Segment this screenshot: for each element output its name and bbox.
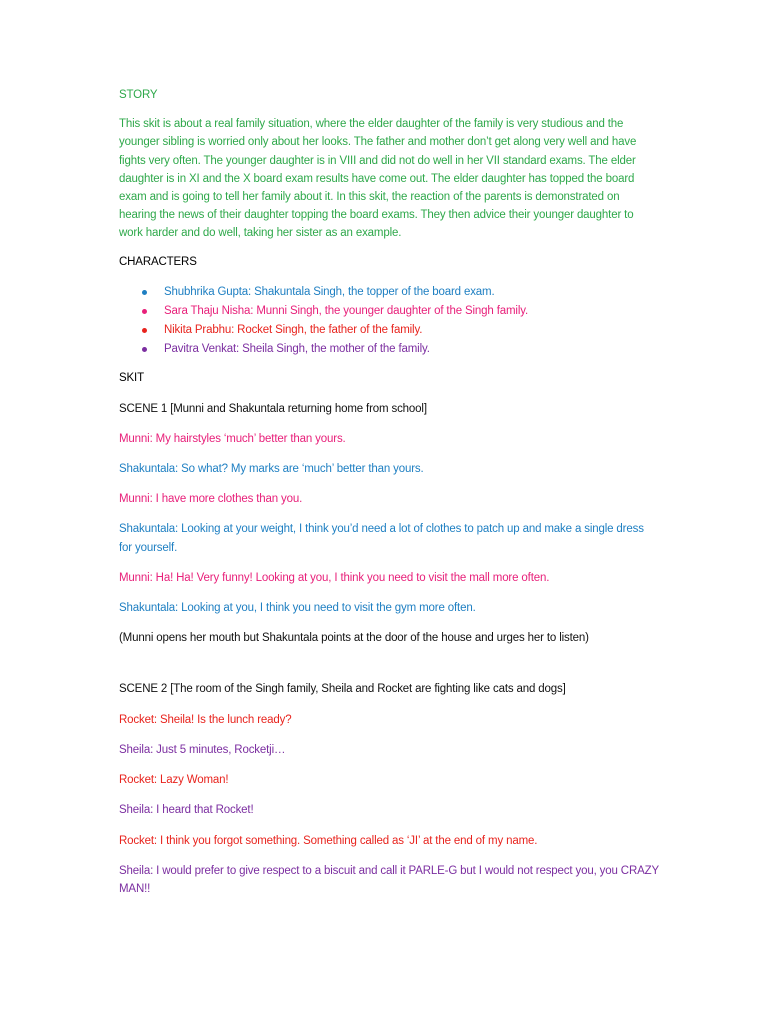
character-item <box>119 283 659 302</box>
bullet-icon <box>142 309 147 314</box>
dialogue-line: Munni: My hairstyles ‘much’ better than yours. <box>119 432 346 445</box>
dialogue-line: Rocket: I think you forgot something. Something called as ‘JI’ at the end of my name. <box>119 834 538 847</box>
skit-heading: SKIT <box>119 372 144 385</box>
dialogue-line: Sheila: I heard that Rocket! <box>119 804 254 817</box>
story-heading: STORY <box>119 89 158 101</box>
scene2-heading: SCENE 2 [The room of the Singh family, Sheila and Rocket are fighting like cats and dogs] <box>119 683 566 696</box>
character-text: Shubhrika Gupta: Shakuntala Singh, the topper of the board exam. <box>164 285 495 298</box>
character-item <box>119 321 659 340</box>
dialogue-line: Rocket: Lazy Woman! <box>119 774 229 787</box>
document-page <box>119 86 659 910</box>
bullet-icon <box>142 347 147 352</box>
character-item <box>119 302 659 321</box>
dialogue-line: Rocket: Sheila! Is the lunch ready? <box>119 713 292 726</box>
dialogue-line: Sheila: I would prefer to give respect to a biscuit and call it PARLE-G but I would not respect you, you CRAZY MAN!! <box>119 864 659 895</box>
dialogue-line: Shakuntala: Looking at your weight, I think you’d need a lot of clothes to patch up and make a single dress for yourself. <box>119 523 644 554</box>
story-paragraph: This skit is about a real family situation, where the elder daughter of the family is very studious and the younger sibling is worried only about her looks. The father and mother don’t get along very well and have fights very often. The younger daughter is in VIII and did not do well in her VII standard exams. The elder daughter is in XI and the X board exam results have come out. The elder daughter has topped the board exam and is going to tell her family about it. In this skit, the reaction of the parents is demonstrated on hearing the news of their daughter topping the board exams. They then advice their younger daughter to work harder and do well, taking her sister as an example. <box>119 118 637 240</box>
dialogue-line: Shakuntala: So what? My marks are ‘much’ better than yours. <box>119 463 424 476</box>
bullet-icon <box>142 328 147 333</box>
dialogue-line: Munni: I have more clothes than you. <box>119 493 303 506</box>
scene1-heading: SCENE 1 [Munni and Shakuntala returning home from school] <box>119 402 427 415</box>
bullet-icon <box>142 290 147 295</box>
character-text: Sara Thaju Nisha: Munni Singh, the younger daughter of the Singh family. <box>164 304 529 317</box>
dialogue-line: Sheila: Just 5 minutes, Rocketji… <box>119 743 286 756</box>
stage-direction: (Munni opens her mouth but Shakuntala points at the door of the house and urges her to listen) <box>119 632 589 645</box>
character-item <box>119 340 659 359</box>
character-text: Pavitra Venkat: Sheila Singh, the mother of the family. <box>164 342 430 355</box>
dialogue-line: Shakuntala: Looking at you, I think you need to visit the gym more often. <box>119 602 476 615</box>
characters-heading: CHARACTERS <box>119 255 197 268</box>
dialogue-line: Munni: Ha! Ha! Very funny! Looking at you, I think you need to visit the mall more often. <box>119 571 550 584</box>
character-text: Nikita Prabhu: Rocket Singh, the father of the family. <box>164 323 423 336</box>
characters-list <box>119 283 659 359</box>
